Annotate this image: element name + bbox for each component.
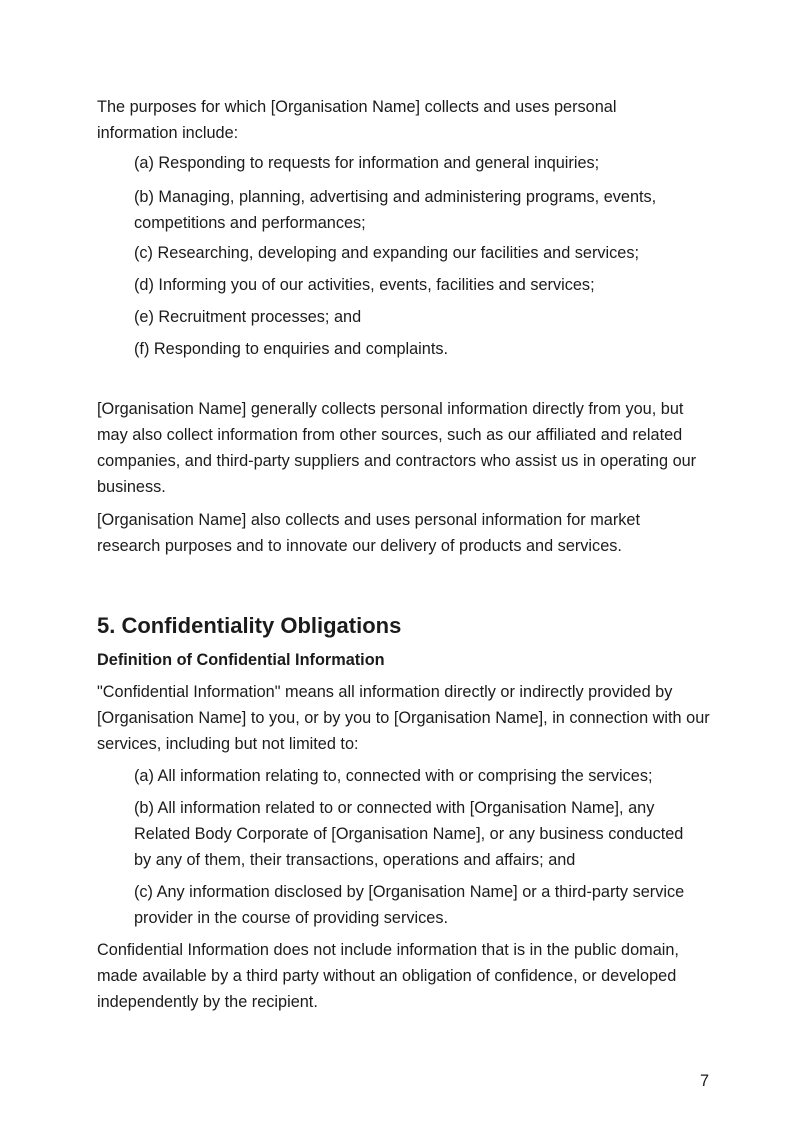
- exclusion-paragraph: Confidential Information does not include information that is in the public domain, made available by a third party without an obligation of confidence, or developed independently by the recipient.: [97, 941, 679, 1011]
- market-paragraph: [Organisation Name] also collects and uses personal information for market research purposes and to innovate our delivery of products and services.: [97, 511, 640, 555]
- intro-paragraph: The purposes for which [Organisation Name] collects and uses personal information include:: [97, 98, 617, 142]
- list-item: (e) Recruitment processes; and: [134, 308, 362, 326]
- list-item: (f) Responding to enquiries and complaints.: [134, 340, 449, 358]
- list-item: (b) Managing, planning, advertising and administering programs, events, competitions and performances;: [134, 188, 657, 232]
- definition-paragraph: "Confidential Information" means all information directly or indirectly provided by [Organisation Name] to you, or by you to [Organisation Name], in connection with our services, including but not limited to:: [97, 683, 710, 753]
- subheading: Definition of Confidential Information: [97, 651, 385, 669]
- list-item: (d) Informing you of our activities, events, facilities and services;: [134, 276, 595, 294]
- section-heading: 5. Confidentiality Obligations: [97, 613, 402, 638]
- list-item: (c) Researching, developing and expanding our facilities and services;: [134, 244, 640, 262]
- list-item: (c) Any information disclosed by [Organisation Name] or a third-party service provider in the course of providing services.: [134, 883, 685, 927]
- list-item: (a) All information relating to, connected with or comprising the services;: [134, 767, 653, 785]
- page-number: 7: [700, 1072, 710, 1090]
- list-item: (a) Responding to requests for information and general inquiries;: [134, 154, 600, 172]
- list-item: (b) All information related to or connected with [Organisation Name], any Related Body Corporate of [Organisation Name], or any business conducted by any of them, their transactions, operations and affairs; and: [134, 799, 684, 869]
- sources-paragraph: [Organisation Name] generally collects personal information directly from you, but may also collect information from other sources, such as our affiliated and related companies, and third-party suppliers and contractors who assist us in operating our business.: [97, 400, 697, 496]
